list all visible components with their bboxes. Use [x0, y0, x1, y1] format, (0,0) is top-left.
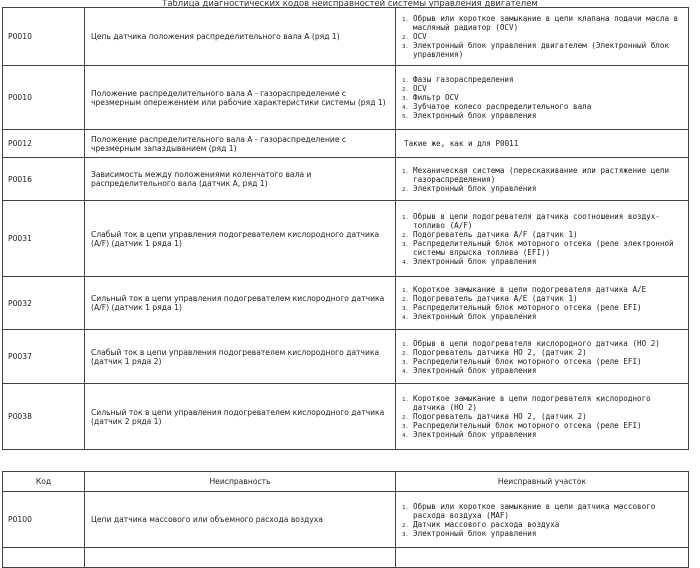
dtc-code: P0010 [3, 8, 85, 66]
list-item: 1. Обрыв или короткое замыкание в цепи клапана подачи масла в масляный радиатор (OCV) [412, 14, 684, 32]
list-item: 4. Зубчатое колесо распределительного вала [412, 102, 684, 111]
fault-description: Зависимость между положениями коленчатого вала и распределительного вала (датчик A, ряд 1) [85, 158, 396, 201]
fault-description: Слабый ток в цепи управления подогревателем кислородного датчика (датчик 1 ряда 2) [85, 330, 396, 384]
table-row [3, 330, 689, 384]
dtc-code: P0038 [3, 384, 85, 450]
table-row [3, 130, 689, 158]
list-item: 2. OCV [412, 32, 684, 41]
list-item: 4. Электронный блок управления [412, 257, 684, 266]
list-item: 2. Подогреватель датчика HO 2, (датчик 2) [412, 412, 684, 421]
fault-area-note: Такие же, как и для P0011 [396, 130, 689, 158]
page-title: Таблица диагностических кодов неисправностей системы управления двигателем [162, 0, 538, 9]
table-row [3, 277, 689, 330]
list-item: 2. OCV [412, 84, 684, 93]
list-item: 4. Электронный блок управления [412, 312, 684, 321]
fault-description: Положение распределительного вала A - газораспределение с чрезмерным опережением или рабочие характеристики системы (ряд 1) [85, 66, 396, 130]
table-row [3, 492, 689, 548]
list-item: 2. Подогреватель датчика HO 2, (датчик 2) [412, 348, 684, 357]
dtc-code: P0031 [3, 201, 85, 277]
table-row [3, 384, 689, 450]
dtc-code: P0016 [3, 158, 85, 201]
list-item: 3. Электронный блок управления двигателем (Электронный блок управления) [412, 41, 684, 59]
list-item: 2. Подогреватель датчика A/F (датчик 1) [412, 230, 684, 239]
list-item: 3. Электронный блок управления [412, 529, 684, 538]
dtc-code: P0010 [3, 66, 85, 130]
list-item: 3. Распределительный блок моторного отсека (реле EFI) [412, 303, 684, 312]
list-item: 1. Механическая система (перескакивание или растяжение цепи газораспределения) [412, 166, 684, 184]
list-item: 1. Короткое замыкание в цепи подогревателя кислородного датчика (HO 2) [412, 394, 684, 412]
list-item: 3. Фильтр OCV [412, 93, 684, 102]
list-item: 1. Фазы газораспределения [412, 75, 684, 84]
list-item: 1. Обрыв в цепи подогревателя кислородного датчика (HO 2) [412, 339, 684, 348]
empty-cell [396, 548, 689, 568]
dtc-code: P0032 [3, 277, 85, 330]
list-item: 4. Электронный блок управления [412, 366, 684, 375]
fault-description: Слабый ток в цепи управления подогревателем кислородного датчика (A/F) (датчик 1 ряда 1) [85, 201, 396, 277]
list-item: 1. Обрыв или короткое замыкание в цепи датчика массового расхода воздуха (MAF) [412, 502, 684, 520]
table-header-row [3, 472, 689, 492]
fault-area [396, 384, 689, 450]
list-item: 4. Электронный блок управления [412, 430, 684, 439]
fault-description: Цепи датчика массового или объемного расхода воздуха [85, 492, 396, 548]
empty-cell [3, 548, 85, 568]
fault-area [396, 158, 689, 201]
dtc-code: P0012 [3, 130, 85, 158]
list-item: 2. Электронный блок управления [412, 184, 684, 193]
column-header-area: Неисправный участок [396, 472, 689, 492]
fault-area [396, 201, 689, 277]
fault-description: Положение распределительного вала A - газораспределение с чрезмерным запаздыванием (ряд 1) [85, 130, 396, 158]
list-item: 1. Обрыв в цепи подогревателя датчика соотношения воздух-топливо (A/F) [412, 212, 684, 230]
empty-cell [85, 548, 396, 568]
table-row [3, 548, 689, 568]
table-row [3, 158, 689, 201]
column-header-code: Код [3, 472, 85, 492]
list-item: 1. Короткое замыкание в цепи подогревателя датчика A/E [412, 285, 684, 294]
dtc-table-continued [2, 471, 689, 568]
fault-description: Цепь датчика положения распределительного вала A (ряд 1) [85, 8, 396, 66]
table-row [3, 201, 689, 277]
list-item: 2. Подогреватель датчика A/E (датчик 1) [412, 294, 684, 303]
fault-area [396, 277, 689, 330]
fault-description: Сильный ток в цепи управления подогревателем кислородного датчика (A/F) (датчик 1 ряда 1) [85, 277, 396, 330]
table-row [3, 66, 689, 130]
dtc-table [2, 7, 689, 450]
dtc-code: P0100 [3, 492, 85, 548]
fault-area [396, 492, 689, 548]
fault-area [396, 66, 689, 130]
list-item: 5. Электронный блок управления [412, 111, 684, 120]
list-item: 3. Распределительный блок моторного отсека (реле электронной системы впрыска топлива (EFI)) [412, 239, 684, 257]
list-item: 3. Распределительный блок моторного отсека (реле EFI) [412, 421, 684, 430]
fault-area [396, 8, 689, 66]
column-header-fault: Неисправность [85, 472, 396, 492]
fault-description: Сильный ток в цепи управления подогревателем кислородного датчика (датчик 2 ряда 1) [85, 384, 396, 450]
list-item: 3. Распределительный блок моторного отсека (реле EFI) [412, 357, 684, 366]
fault-area [396, 330, 689, 384]
table-row [3, 8, 689, 66]
list-item: 2. Датчик массового расхода воздуха [412, 520, 684, 529]
dtc-code: P0037 [3, 330, 85, 384]
